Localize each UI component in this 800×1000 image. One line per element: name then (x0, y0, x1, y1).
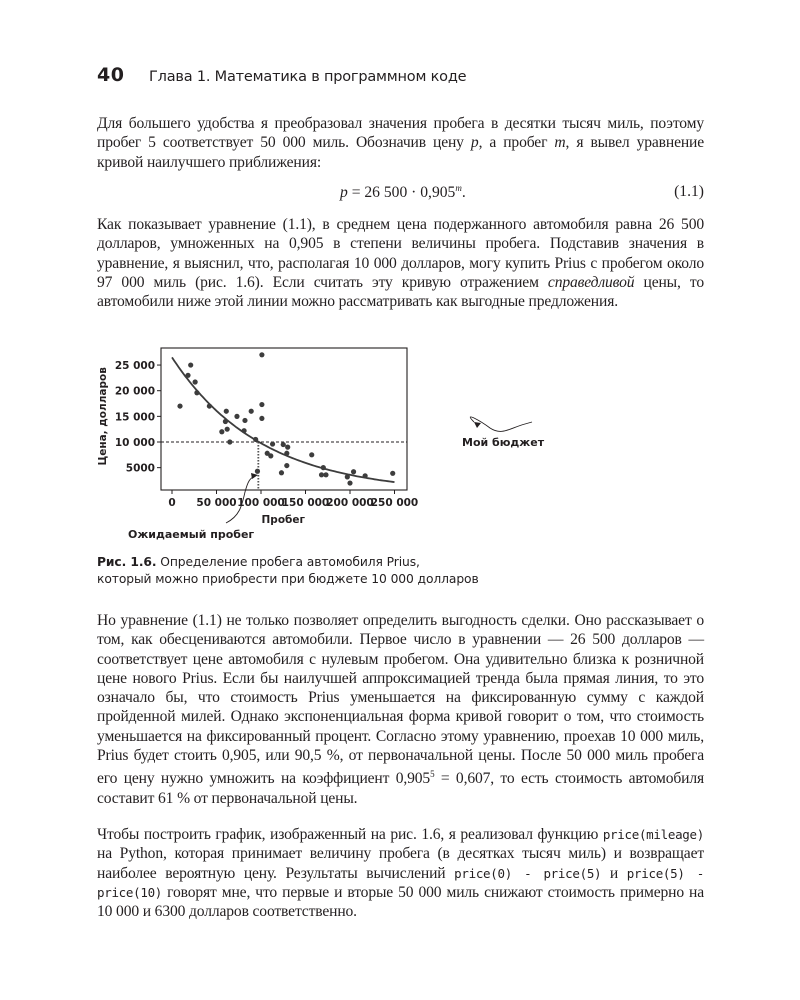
data-point (255, 469, 260, 474)
text: цены, то автомобили ниже этой линии можно рассматривать как выгодные предложения. (97, 273, 704, 311)
equation-end: . (461, 184, 466, 201)
data-point (225, 427, 230, 432)
text: и (601, 864, 627, 882)
data-point (284, 451, 289, 456)
data-point (309, 452, 314, 457)
best-fit-curve (172, 357, 395, 482)
chapter-title: Глава 1. Математика в программном коде (149, 69, 467, 85)
data-point (249, 409, 254, 414)
caption-line-2: который можно приобрести при бюджете 10 000 долларов (97, 572, 479, 586)
data-point (253, 437, 258, 442)
data-point (242, 418, 247, 423)
equation-body (340, 183, 466, 202)
equation-rhs: = 26 500 · 0,905 (347, 184, 456, 201)
data-point (194, 390, 199, 395)
code-price-diff-1: price(0) - price(5) (454, 865, 602, 881)
data-point (347, 480, 352, 485)
code-price-mileage: price(mileage) (602, 827, 704, 842)
y-tick-label: 10 000 (114, 437, 155, 449)
running-head (97, 64, 466, 86)
data-point (234, 414, 239, 419)
emphasis: справедливой (547, 273, 635, 291)
equation-exponent: m (455, 183, 462, 193)
data-point (193, 379, 198, 384)
data-point (363, 473, 368, 478)
data-point (219, 429, 224, 434)
superscript: 5 (430, 769, 435, 780)
data-point (259, 352, 264, 357)
equation-1-1 (97, 183, 704, 205)
x-tick-label: 250 000 (370, 497, 419, 509)
data-point (270, 441, 275, 446)
expected-arrow-head (251, 473, 258, 479)
x-axis-label: Пробег (261, 514, 305, 526)
data-point (284, 463, 289, 468)
paragraph-3 (97, 611, 704, 808)
text: говорят мне, что первые и вторые 50 000 миль снижают стоимость примерно на 10 000 и 6300 долларов соответственно. (97, 883, 704, 921)
caption-label: Рис. 1.6. (97, 555, 157, 569)
data-point (223, 419, 228, 424)
data-point (259, 416, 264, 421)
text: , я вывел уравнение кривой наилучшего приближения: (97, 134, 704, 171)
data-point (345, 474, 350, 479)
equation-lhs: p (340, 184, 348, 201)
scatter-chart (90, 340, 550, 545)
y-tick-label: 20 000 (114, 385, 155, 398)
x-tick-label: 200 000 (326, 497, 374, 509)
plot-frame (161, 348, 407, 490)
y-tick-label: 15 000 (114, 411, 155, 424)
text: на Python, которая принимает величину пробега (в десятках тысяч миль) и возвращает наиболее вероятную цену. Результаты вычислений (97, 845, 704, 882)
data-point (241, 428, 246, 433)
data-point (224, 409, 229, 414)
data-point (319, 472, 324, 477)
text: = 0,607, то есть стоимость автомобиля составит 61 % от первоначальной цены. (97, 770, 704, 807)
data-point (227, 439, 232, 444)
data-point (207, 403, 212, 408)
data-point (185, 373, 190, 378)
budget-arrow-head (474, 422, 481, 428)
text: Чтобы построить график, изображенный на рис. 1.6, я реализовал функцию (97, 826, 603, 843)
paragraph-1 (97, 114, 704, 172)
text: Но уравнение (1.1) не только позволяет определить выгодность сделки. Оно рассказывает о том, как обесцениваются автомобили. Первое число в уравнении — 26 500 долларов — соответствует цене автомобиля с нулевым пробегом. Она удивительно близка к розничной цене нового Prius. Если бы наилучшей аппроксимацией тренда была прямая линия, то это означало бы, что стоимость Prius уменьшается на фиксированную сумму с каждой пройденной милей. Однако экспоненциальная форма кривой говорит о том, что стоимость уменьшается на фиксированный процент. Согласно этому уравнению, проехав 10 000 миль, Prius будет стоить 0,905, или 90,5 %, от первоначальной цены. После 50 000 миль пробега его цену нужно умножить на коэффициент 0,905 (97, 612, 704, 788)
figure-1-6 (90, 340, 550, 545)
x-tick-label: 50 000 (196, 497, 237, 509)
paragraph-4 (97, 825, 704, 921)
best-fit-curve-path (172, 357, 395, 482)
data-point (268, 453, 273, 458)
caption-line-1: Определение пробега автомобиля Prius, (156, 555, 420, 569)
data-point (177, 403, 182, 408)
data-point (321, 465, 326, 470)
budget-label: Мой бюджет (462, 436, 545, 449)
y-tick-label: 5000 (125, 462, 155, 475)
figure-caption (97, 554, 479, 588)
data-point (188, 362, 193, 367)
paragraph-2 (97, 215, 704, 311)
x-tick-label: 0 (168, 497, 176, 509)
y-tick-label: 25 000 (114, 360, 155, 373)
y-axis-label: Цена, долларов (97, 367, 109, 466)
variable-m: m (554, 134, 566, 152)
x-tick-label: 100 000 (237, 497, 285, 509)
page-number: 40 (97, 64, 125, 86)
expected-mileage-label: Ожидаемый пробег (128, 528, 255, 541)
variable-p: p (470, 134, 479, 152)
data-point (259, 402, 264, 407)
data-point (390, 471, 395, 476)
scatter-points (177, 352, 395, 485)
equation-number: (1.1) (674, 183, 704, 200)
code-price-diff-2: price(5) - price(10) (97, 865, 704, 900)
text: Как показывает уравнение (1.1), в среднем цена подержанного автомобиля равна 26 500 долларов, умноженных на 0,905 в степени величины пробега. Подставив значения в уравнение, я выяснил, что, располагая 10 000 долларов, могу купить Prius с пробегом около 97 000 миль (рис. 1.6). Если считать эту кривую отражением (97, 216, 704, 291)
x-tick-label: 150 000 (281, 497, 330, 509)
chart-guides (161, 442, 407, 490)
data-point (323, 472, 328, 477)
text: , а пробег (478, 134, 555, 152)
data-point (351, 469, 356, 474)
text: Для большего удобства я преобразовал значения пробега в десятки тысяч миль, поэтому пробег 5 соответствует 50 000 миль. Обозначив цену (97, 115, 704, 152)
data-point (281, 442, 286, 447)
chart-annotations (125, 417, 545, 541)
data-point (285, 445, 290, 450)
data-point (279, 470, 284, 475)
